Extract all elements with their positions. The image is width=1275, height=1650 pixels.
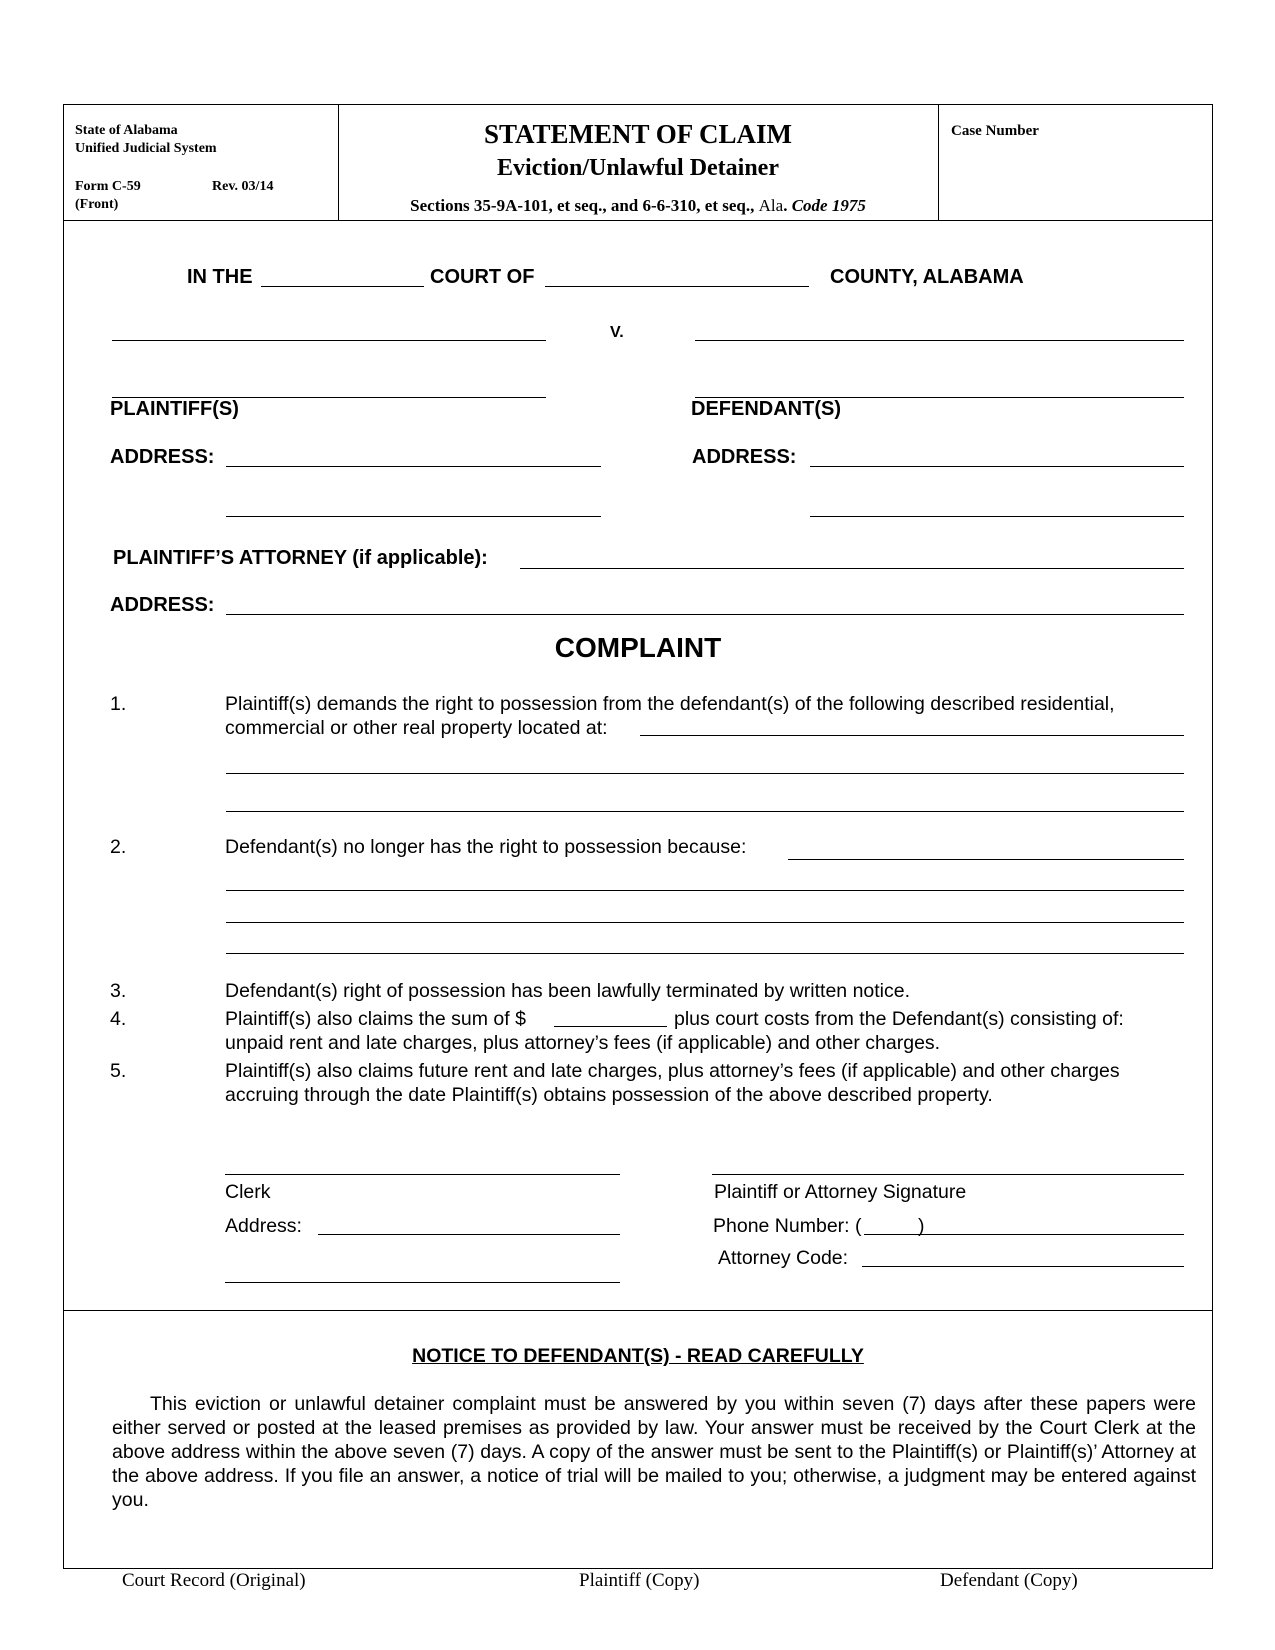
plaintiff-address-label: ADDRESS:: [110, 446, 215, 468]
item-3-number: 3.: [110, 980, 127, 1002]
phone-area-code-field[interactable]: [864, 1234, 1184, 1235]
defendants-label: DEFENDANT(S): [691, 398, 841, 420]
item-5-number: 5.: [110, 1060, 127, 1082]
form-side: (Front): [75, 197, 119, 212]
county-name-field[interactable]: [545, 286, 809, 287]
copy-defendant: Defendant (Copy): [940, 1570, 1078, 1591]
defendant-address-field-2[interactable]: [810, 516, 1184, 517]
claim-amount-field[interactable]: [554, 1026, 667, 1027]
phone-close-paren: ): [918, 1215, 925, 1237]
item-4-text-line-2: unpaid rent and late charges, plus attorney’s fees (if applicable) and other charges.: [225, 1032, 941, 1054]
court-of-label: COURT OF: [430, 266, 535, 288]
phone-number-label: Phone Number: (: [713, 1215, 862, 1237]
clerk-address-label: Address:: [225, 1215, 302, 1237]
reason-field-4[interactable]: [226, 953, 1184, 954]
item-4-text-part-2: plus court costs from the Defendant(s) consisting of:: [674, 1008, 1124, 1030]
copy-plaintiff: Plaintiff (Copy): [579, 1570, 700, 1591]
statute-code: Code 1975: [791, 196, 866, 215]
header-system: Unified Judicial System: [75, 141, 217, 156]
attorney-code-field[interactable]: [862, 1266, 1184, 1267]
clerk-label: Clerk: [225, 1181, 271, 1203]
item-5-text-line-1: Plaintiff(s) also claims future rent and late charges, plus attorney’s fees (if applicable) and other charges: [225, 1060, 1120, 1082]
plaintiff-name-field-1[interactable]: [112, 340, 546, 341]
header-bottom-rule: [63, 220, 1213, 221]
item-1-text-line-2: commercial or other real property located at:: [225, 717, 608, 739]
property-location-field-3[interactable]: [226, 811, 1184, 812]
attorney-code-label: Attorney Code:: [718, 1247, 849, 1269]
copy-court-record: Court Record (Original): [122, 1570, 306, 1591]
statute-reference: [338, 196, 938, 216]
reason-field-2[interactable]: [226, 890, 1184, 891]
item-3-text: Defendant(s) right of possession has been lawfully terminated by written notice.: [225, 980, 911, 1002]
county-alabama-label: COUNTY, ALABAMA: [830, 266, 1024, 288]
item-4-text-part-1: Plaintiff(s) also claims the sum of $: [225, 1008, 526, 1030]
reason-field-3[interactable]: [226, 922, 1184, 923]
item-2-number: 2.: [110, 836, 127, 858]
plaintiff-signature-field[interactable]: [712, 1174, 1184, 1175]
form-number: Form C-59: [75, 179, 141, 194]
plaintiff-address-field-2[interactable]: [226, 516, 601, 517]
attorney-address-label: ADDRESS:: [110, 594, 215, 616]
in-the-label: IN THE: [187, 266, 253, 288]
defendant-address-field-1[interactable]: [810, 466, 1184, 467]
defendant-name-field-1[interactable]: [695, 340, 1184, 341]
item-1-text-line-1: Plaintiff(s) demands the right to possession from the defendant(s) of the following described residential,: [225, 693, 1115, 715]
clerk-address-field-2[interactable]: [225, 1282, 620, 1283]
form-subtitle: Eviction/Unlawful Detainer: [497, 155, 779, 181]
statute-sections: Sections 35-9A-101, et seq., and 6-6-310, et seq.,: [410, 196, 755, 215]
clerk-address-field-1[interactable]: [318, 1234, 620, 1235]
header-divider-right: [938, 104, 939, 220]
property-location-field-2[interactable]: [226, 773, 1184, 774]
plaintiff-signature-label: Plaintiff or Attorney Signature: [714, 1181, 967, 1203]
item-4-number: 4.: [110, 1008, 127, 1030]
complaint-heading: COMPLAINT: [554, 632, 722, 663]
item-2-text: Defendant(s) no longer has the right to possession because:: [225, 836, 747, 858]
item-1-number: 1.: [110, 693, 127, 715]
notice-body: This eviction or unlawful detainer complaint must be answered by you within seven (7) days after these papers were either served or posted at the leased premises as provided by law. Your answer must be received by the Court Clerk at the above address within the above seven (7) days. A copy of the answer must be sent to the Plaintiff(s) or Plaintiff(s)’ Attorney at the above address. If you file an answer, a notice of trial will be mailed to you; otherwise, a judgment may be entered against you.: [112, 1393, 1196, 1511]
header-state: State of Alabama: [75, 123, 178, 138]
clerk-signature-field[interactable]: [225, 1174, 620, 1175]
notice-top-rule: [63, 1310, 1213, 1311]
plaintiff-attorney-label: PLAINTIFF’S ATTORNEY (if applicable):: [113, 547, 488, 569]
plaintiff-address-field-1[interactable]: [226, 466, 601, 467]
plaintiffs-label: PLAINTIFF(S): [110, 398, 239, 420]
property-location-field-1[interactable]: [640, 735, 1184, 736]
statute-dot: .: [783, 196, 788, 215]
attorney-address-field[interactable]: [226, 614, 1184, 615]
court-name-field[interactable]: [261, 286, 424, 287]
form-title: STATEMENT OF CLAIM: [483, 119, 793, 149]
defendant-address-label: ADDRESS:: [692, 446, 797, 468]
versus-label: V.: [610, 324, 624, 341]
plaintiff-attorney-field[interactable]: [520, 568, 1184, 569]
reason-field-1[interactable]: [788, 859, 1184, 860]
statute-ala: Ala: [758, 196, 784, 215]
notice-heading: NOTICE TO DEFENDANT(S) - READ CAREFULLY: [412, 1345, 864, 1367]
case-number-label: Case Number: [951, 123, 1039, 139]
item-5-text-line-2: accruing through the date Plaintiff(s) obtains possession of the above described property.: [225, 1084, 993, 1106]
form-revision: Rev. 03/14: [212, 179, 274, 194]
